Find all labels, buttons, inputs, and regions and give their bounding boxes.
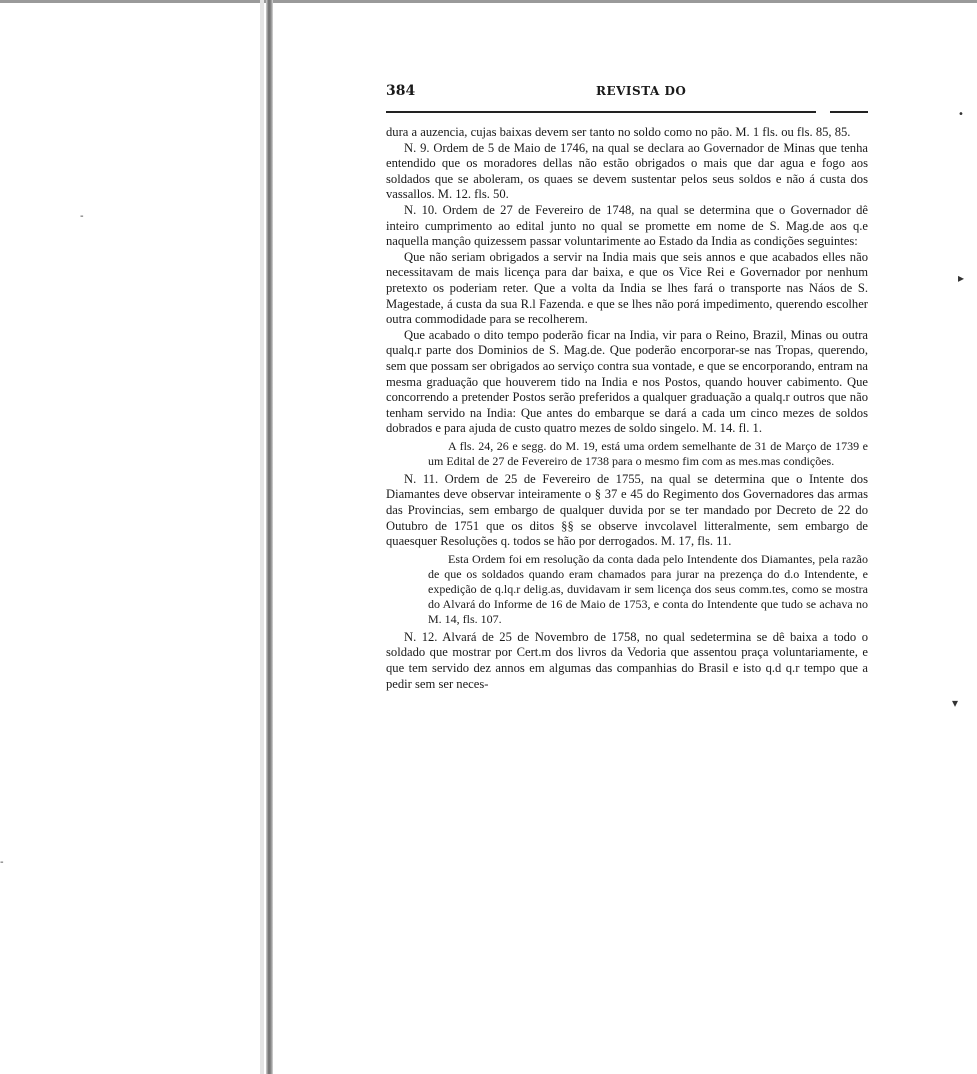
- paragraph-item-11: N. 11. Ordem de 25 de Fevereiro de 1755, na qual se determina que o Intente dos Diamantes deve observar inteiramente o § 37 e 45 do Regimento dos Governadores das armas das Provincias, sem embargo de qualquer duvida por se ter mandado por Decreto de 22 do Outubro de 1751 que os ditos §§ se observe invcolavel litteralmente, sem embargo de quaesquer Resoluções q. todos se hão por derrogados. M. 17, fls. 11.: [386, 471, 868, 549]
- book-spine-shadow: [260, 0, 264, 1074]
- running-title: REVISTA DO: [596, 84, 687, 98]
- footnote-block: [428, 552, 868, 627]
- page-top-edge: [0, 0, 977, 3]
- page-header: [386, 84, 868, 108]
- footnote-text: A fls. 24, 26 e segg. do M. 19, está uma ordem semelhante de 31 de Março de 1739 e um Edital de 27 de Fevereiro de 1738 para o mesmo fim com as mes.mas condições.: [428, 438, 868, 468]
- paragraph-item-9: N. 9. Ordem de 5 de Maio de 1746, na qual se declara ao Governador de Minas que tenha entendido que os moradores dellas não estão obrigados o mais que dar agua e fogo aos soldados que se aboleram, os quaes se devem sustentar pelos seus soldos e não á custa dos vassallos. M. 12. fls. 50.: [386, 140, 868, 202]
- scan-speck-mark: -: [80, 211, 84, 222]
- paragraph-item-10: N. 10. Ordem de 27 de Fevereiro de 1748, na qual se determina que o Governador dê inteiro cumprimento ao edital junto no qual se promette em nome de S. Mag.de aos q.e naquella mançâo quizessem passar voluntarimente ao Estado da India as condições seguintes:: [386, 202, 868, 249]
- header-rule-short: [830, 111, 868, 113]
- header-rule: [386, 111, 868, 113]
- book-spine: [266, 0, 273, 1074]
- paragraph-continuation: dura a auzencia, cujas baixas devem ser tanto no soldo como no pão. M. 1 fls. ou fls. 85, 85.: [386, 125, 851, 139]
- footnote-block: [428, 439, 868, 469]
- page-number: 384: [386, 83, 416, 99]
- scan-dot-mark: •: [958, 109, 964, 120]
- paragraph-item-12: N. 12. Alvará de 25 de Novembro de 1758, no qual sedetermina se dê baixa a todo o soldado que mostrar por Cert.m dos livros da Vedoria que assentou praça voluntariamente, e que tem servido dez annos em algumas das companhias do Brasil e isto q.d q.r tempo que a pedir sem ser neces-: [386, 629, 868, 691]
- paragraph-conditions-1: Que não seriam obrigados a servir na India mais que seis annos e que acabados elles não necessitavam de mais licença para dar baixa, e que os Vice Rei e Governador por nenhum pretexto os poderiam reter. Que a volta da India se lhes fará o transporte nas Náos de S. Magestade, á custa da sua R.l Fazenda. e que se lhes não porá impedimento, querendo escolher outra commodidade para se recolherem.: [386, 249, 868, 327]
- scan-arrow-mark: ▾: [952, 696, 959, 710]
- paragraph-conditions-2: Que acabado o dito tempo poderão ficar na India, vir para o Reino, Brazil, Minas ou outra qualq.r parte dos Dominios de S. Mag.de. Que poderão encorporar-se nas Tropas, querendo, sem que possam ser obrigados ao serviço contra sua vontade, e que se encorporando, entram na mesma graduação que houverem tido na India e nos Postos, quando houver cabimento. Que concorrendo a pretender Postos serão preferidos a qualquer graduação a qualq.r outros que não tenham servido na India: Que antes do embarque se dará a cada um cinco mezes de soldos dobrados e para ajuda de custo quatro mezes de soldo singelo. M. 14. fl. 1.: [386, 327, 868, 436]
- header-rule-long: [386, 111, 816, 113]
- document-page: [386, 84, 868, 692]
- scan-arrow-mark: ▸: [958, 271, 965, 285]
- footnote-text: Esta Ordem foi em resolução da conta dada pelo Intendente dos Diamantes, pela razão de que os soldados quando eram chamados para jurar na prezença do d.o Intendente, e expedição de q.lq.r delig.as, duvidavam ir sem licença dos seus comm.tes, como se mostra do Alvará do Informe de 16 de Maio de 1753, e conta do Intendente que tudo se achava no M. 14, fls. 107.: [428, 551, 868, 626]
- scan-speck-mark: ‐: [0, 857, 4, 868]
